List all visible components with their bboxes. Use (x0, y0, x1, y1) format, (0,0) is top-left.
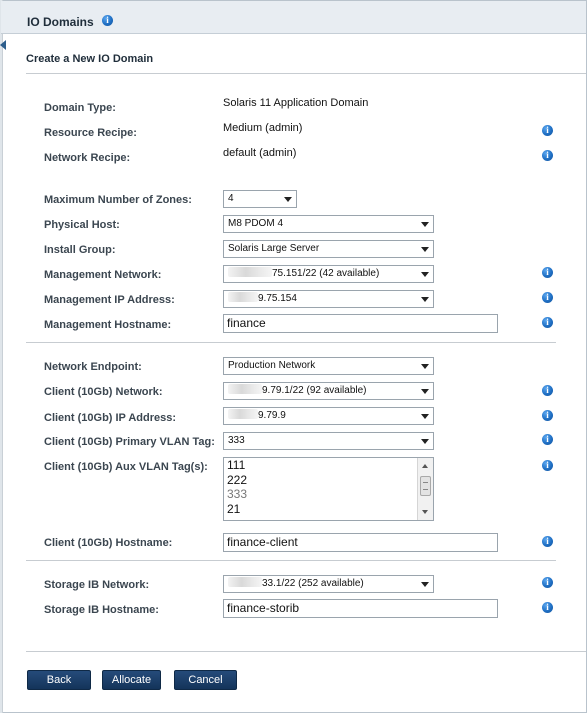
storage-network-value: 33.1/22 (252 available) (262, 578, 364, 589)
client-vlan-select[interactable] (223, 432, 434, 450)
scroll-down-icon[interactable] (422, 510, 428, 514)
chevron-down-icon (421, 297, 429, 302)
info-icon[interactable]: i (102, 15, 113, 26)
divider (26, 342, 556, 343)
client-ip-info-icon[interactable]: i (542, 410, 553, 421)
network-endpoint-value: Production Network (228, 360, 316, 371)
mgmt-ip-value: 9.75.154 (258, 293, 297, 304)
client-vlan-label: Client (10Gb) Primary VLAN Tag: (44, 436, 215, 448)
client-vlan-value: 333 (228, 435, 245, 446)
chevron-down-icon (421, 272, 429, 277)
client-vlan-info-icon[interactable]: i (542, 434, 553, 445)
mgmt-ip-select[interactable] (223, 290, 434, 308)
chevron-down-icon (284, 197, 292, 202)
max-zones-select[interactable] (223, 190, 297, 208)
domain-type-value: Solaris 11 Application Domain (223, 97, 369, 109)
mgmt-network-value: 75.151/22 (42 available) (272, 268, 380, 279)
storage-hostname-info-icon[interactable]: i (542, 602, 553, 613)
physical-host-label: Physical Host: (44, 219, 120, 231)
chevron-down-icon (421, 222, 429, 227)
network-recipe-info-icon[interactable]: i (542, 150, 553, 161)
chevron-down-icon (421, 247, 429, 252)
storage-hostname-label: Storage IB Hostname: (44, 604, 159, 616)
resource-recipe-label: Resource Recipe: (44, 127, 137, 139)
divider (26, 560, 556, 561)
mgmt-hostname-label: Management Hostname: (44, 319, 172, 331)
chevron-down-icon (421, 439, 429, 444)
client-hostname-label: Client (10Gb) Hostname: (44, 537, 173, 549)
page-title: IO Domains (27, 15, 94, 29)
mgmt-ip-info-icon[interactable]: i (542, 292, 553, 303)
list-item[interactable]: 111 (227, 458, 246, 472)
redacted-text (228, 292, 258, 302)
list-item[interactable]: 21 (227, 501, 241, 516)
scrollbar[interactable] (417, 458, 433, 520)
redacted-text (228, 409, 258, 419)
install-group-label: Install Group: (44, 244, 116, 256)
redacted-text (228, 384, 262, 394)
network-endpoint-label: Network Endpoint: (44, 361, 142, 373)
client-ip-value: 9.79.9 (258, 410, 286, 421)
chevron-down-icon (421, 582, 429, 587)
physical-host-select[interactable] (223, 215, 434, 233)
client-hostname-input[interactable]: finance-client (223, 533, 498, 552)
client-network-label: Client (10Gb) Network: (44, 386, 163, 398)
redacted-text (228, 577, 262, 587)
divider (26, 651, 586, 652)
mgmt-hostname-info-icon[interactable]: i (542, 317, 553, 328)
left-rail (0, 0, 3, 713)
network-endpoint-select[interactable] (223, 357, 434, 375)
redacted-text (228, 267, 272, 277)
chevron-down-icon (421, 364, 429, 369)
allocate-button[interactable]: Allocate (102, 670, 161, 690)
mgmt-ip-label: Management IP Address: (44, 294, 175, 306)
divider (26, 73, 586, 74)
client-ip-select[interactable] (223, 407, 434, 425)
chevron-down-icon (421, 414, 429, 419)
storage-network-select[interactable] (223, 575, 434, 593)
max-zones-value: 4 (228, 193, 234, 204)
mgmt-hostname-input[interactable]: finance (223, 314, 498, 333)
storage-network-label: Storage IB Network: (44, 579, 150, 591)
install-group-select[interactable] (223, 240, 434, 258)
storage-network-info-icon[interactable]: i (542, 577, 553, 588)
mgmt-network-info-icon[interactable]: i (542, 267, 553, 278)
network-recipe-value: default (admin) (223, 147, 297, 159)
storage-hostname-input[interactable]: finance-storib (223, 599, 498, 618)
list-item[interactable]: 333 (227, 487, 248, 501)
resource-recipe-info-icon[interactable]: i (542, 125, 553, 136)
title-bar (1, 1, 586, 34)
network-recipe-label: Network Recipe: (44, 152, 131, 164)
domain-type-label: Domain Type: (44, 102, 116, 114)
client-ip-label: Client (10Gb) IP Address: (44, 412, 177, 424)
install-group-value: Solaris Large Server (228, 243, 320, 254)
client-aux-vlan-label: Client (10Gb) Aux VLAN Tag(s): (44, 461, 208, 473)
mgmt-network-label: Management Network: (44, 269, 162, 281)
form-title: Create a New IO Domain (26, 53, 154, 65)
cancel-button[interactable]: Cancel (174, 670, 237, 690)
physical-host-value: M8 PDOM 4 (228, 218, 284, 229)
scroll-up-icon[interactable] (422, 464, 428, 468)
scroll-thumb[interactable] (420, 476, 431, 496)
client-network-value: 9.79.1/22 (92 available) (262, 385, 367, 396)
back-button[interactable]: Back (27, 670, 91, 690)
client-aux-vlan-listbox[interactable] (223, 457, 434, 521)
collapse-arrow-icon[interactable] (0, 40, 6, 50)
client-hostname-info-icon[interactable]: i (542, 536, 553, 547)
list-item[interactable]: 222 (227, 472, 248, 487)
client-aux-vlan-info-icon[interactable]: i (542, 460, 553, 471)
chevron-down-icon (421, 389, 429, 394)
resource-recipe-value: Medium (admin) (223, 122, 303, 134)
client-network-select[interactable] (223, 382, 434, 400)
max-zones-label: Maximum Number of Zones: (44, 194, 192, 206)
client-network-info-icon[interactable]: i (542, 385, 553, 396)
mgmt-network-select[interactable] (223, 265, 434, 283)
